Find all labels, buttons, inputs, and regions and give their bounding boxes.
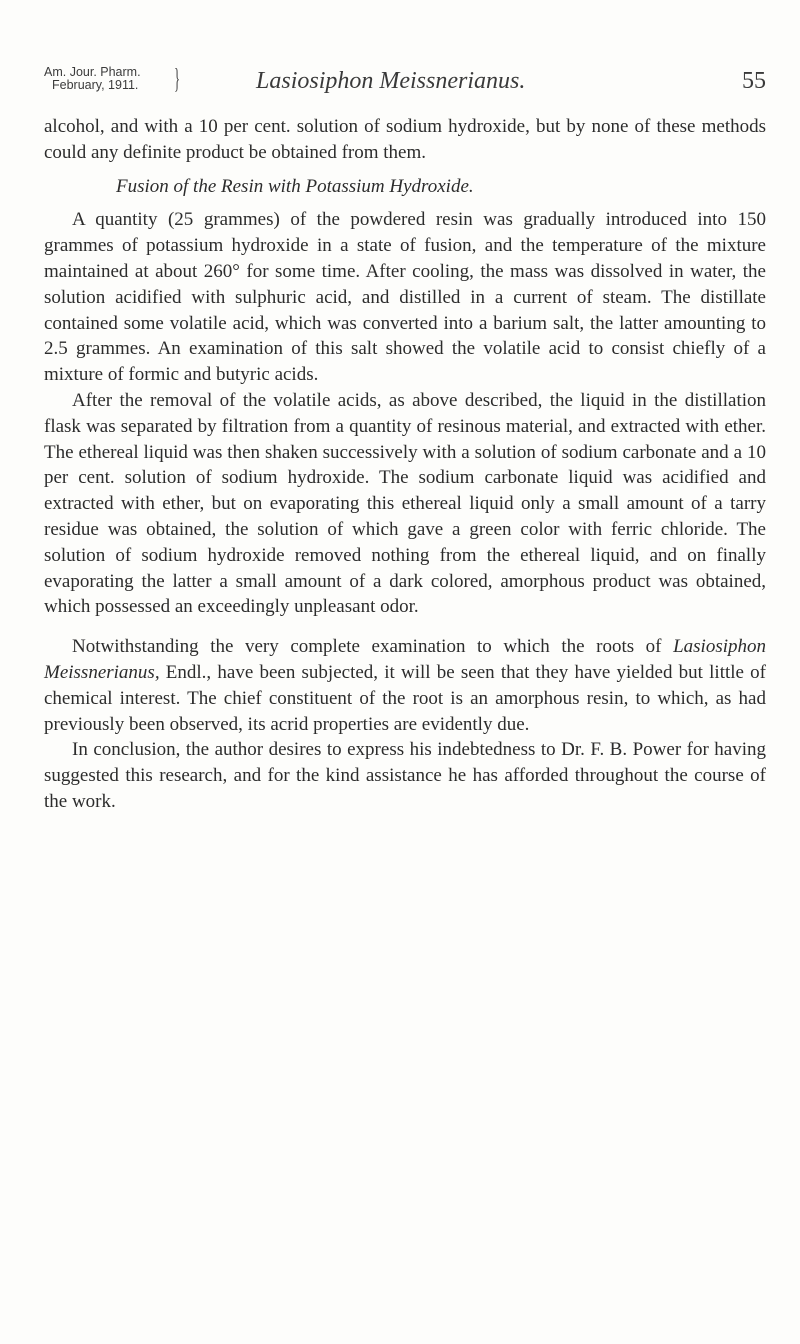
paragraph-acknowledgement: In conclusion, the author desires to express his indebtedness to Dr. F. B. Power for having suggested this research, and for the kind assistance he has afforded throughout the course of the work. (44, 739, 766, 812)
paragraph-gap (44, 620, 766, 634)
journal-citation (44, 66, 194, 106)
page-header (44, 66, 766, 110)
species-name: Lasiosiphon Meissnerianus, (44, 636, 767, 683)
paragraph-conclusion-summary (44, 634, 766, 737)
journal-date: February, 1911. (52, 78, 139, 92)
article-body (44, 114, 766, 815)
running-title: Lasiosiphon Meissnerianus. (256, 68, 526, 94)
journal-name: Am. Jour. Pharm. (44, 65, 141, 79)
citation-brace: } (174, 64, 181, 95)
paragraph-continuation: alcohol, and with a 10 per cent. solution of sodium hydroxide, but by none of these methods could any definite product be obtained from them. (44, 116, 766, 163)
page-number: 55 (742, 68, 766, 94)
paragraph-fusion: A quantity (25 grammes) of the powdered resin was gradually introduced into 150 grammes of potassium hydroxide in a state of fusion, and the temperature of the mixture maintained at about 260° for some time. After cooling, the mass was dissolved in water, the solution acidified with sulphuric acid, and distilled in a current of steam. The distillate contained some volatile acid, which was converted into a barium salt, the latter amounting to 2.5 grammes. An examination of this salt showed the volatile acid to consist chiefly of a mixture of formic and butyric acids. (44, 209, 766, 386)
section-heading: Fusion of the Resin with Potassium Hydroxide. (116, 175, 474, 197)
summary-start: Notwithstanding the very complete examination to which the roots of (72, 636, 662, 658)
summary-rest: Endl., have been subjected, it will be seen that they have yielded but little of chemical interest. The chief constituent of the root is an amorphous resin, to which, as had previously been observed, its acrid properties are evidently due. (44, 661, 767, 735)
paragraph-extraction: After the removal of the volatile acids, as above described, the liquid in the distillation flask was separated by filtration from a quantity of resinous material, and extracted with ether. The ethereal liquid was then shaken successively with a solution of sodium carbonate and a 10 per cent. solution of sodium hydroxide. The sodium carbonate liquid was acidified and extracted with ether, but on evaporating this ethereal liquid only a small amount of a tarry residue was obtained, the solution of which gave a green color with ferric chloride. The solution of sodium hydroxide removed nothing from the ethereal liquid, and on finally evaporating the latter a small amount of a dark colored, amorphous product was obtained, which possessed an exceedingly unpleasant odor. (44, 389, 766, 618)
